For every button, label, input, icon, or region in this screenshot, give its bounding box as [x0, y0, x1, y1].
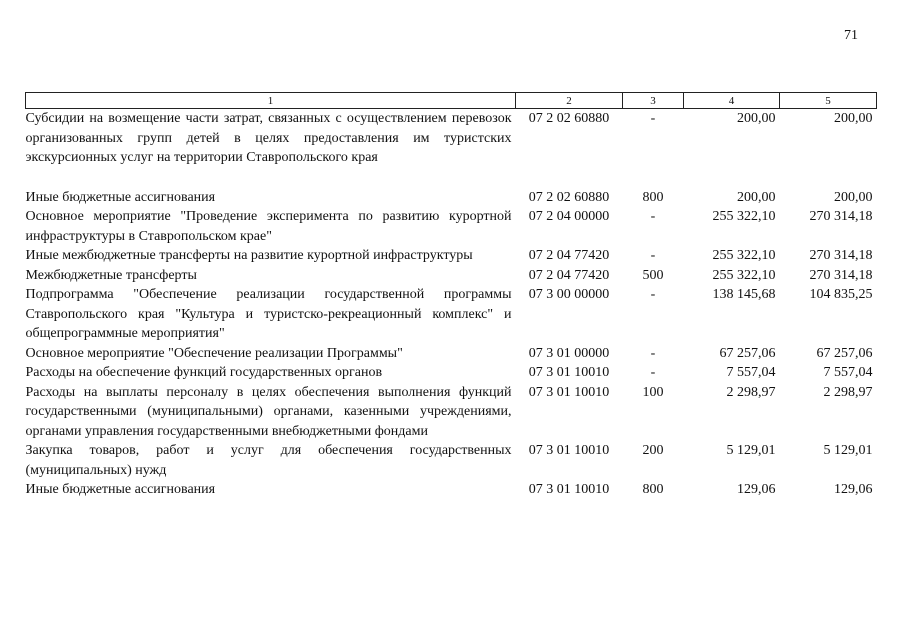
row-sum-1: 67 257,06 — [719, 345, 776, 361]
row-expense-type: 800 — [642, 482, 664, 497]
row-name: Основное мероприятие "Обеспечение реализации Программы" — [25, 345, 403, 361]
row-name: Иные межбюджетные трансферты на развитие курортной инфраструктуры — [25, 248, 473, 263]
row-sum-2: 270 314,18 — [809, 248, 873, 263]
row-sum-1: 255 322,10 — [712, 267, 776, 283]
row-expense-type: - — [650, 209, 656, 224]
row-code: 07 3 01 10010 — [528, 443, 610, 458]
page-number: 71 — [844, 28, 858, 43]
row-name: Расходы на выплаты персоналу в целях обеспечения выполнения функций государственными (муниципальными) органами, казенными учреждениями, органами управления государственными внебюджетными фондами — [25, 384, 512, 439]
row-code: 07 3 01 10010 — [528, 482, 610, 497]
row-sum-1: 255 322,10 — [712, 209, 776, 224]
row-sum-1: 200,00 — [737, 189, 776, 205]
row-sum-2: 2 298,97 — [823, 384, 873, 400]
table-row — [26, 344, 877, 364]
row-spacer — [26, 168, 877, 188]
table-row — [26, 480, 877, 500]
row-sum-2: 270 314,18 — [809, 267, 873, 283]
table-row — [26, 246, 877, 266]
table-row — [26, 441, 877, 480]
row-sum-2: 7 557,04 — [823, 365, 873, 380]
row-name: Субсидии на возмещение части затрат, связанных с осуществлением перевозок организованных групп детей в целях предоставления им туристских экскурсионных услуг на территории Ставропольского края — [25, 111, 512, 165]
row-expense-type: 800 — [642, 189, 664, 205]
row-code: 07 2 04 77420 — [528, 267, 610, 283]
row-name: Межбюджетные трансферты — [25, 267, 197, 283]
table-row — [26, 109, 877, 168]
column-header-3: 3 — [623, 93, 684, 109]
table-row — [26, 383, 877, 442]
table-row — [26, 285, 877, 344]
row-sum-2: 129,06 — [834, 482, 873, 497]
row-code: 07 3 00 00000 — [528, 287, 610, 302]
row-sum-2: 104 835,25 — [809, 287, 873, 302]
column-header-4: 4 — [684, 93, 780, 109]
row-sum-1: 200,00 — [737, 111, 776, 126]
column-header-2: 2 — [516, 93, 623, 109]
column-header-5: 5 — [780, 93, 877, 109]
row-name: Иные бюджетные ассигнования — [25, 482, 216, 497]
row-sum-2: 270 314,18 — [809, 209, 873, 224]
row-sum-1: 5 129,01 — [726, 443, 776, 458]
budget-table — [25, 92, 877, 500]
row-name: Основное мероприятие "Проведение эксперимента по развитию курортной инфраструктуры в Ставропольском крае" — [25, 209, 512, 244]
row-sum-2: 200,00 — [834, 189, 873, 205]
row-sum-1: 2 298,97 — [726, 384, 776, 400]
column-header-1: 1 — [26, 93, 516, 109]
row-expense-type: - — [650, 345, 656, 361]
row-expense-type: - — [650, 111, 656, 126]
row-name: Подпрограмма "Обеспечение реализации государственной программы Ставропольского края "Культура и туристско-рекреационный комплекс" и общепрограммные мероприятия" — [25, 287, 512, 341]
row-expense-type: - — [650, 287, 656, 302]
row-name: Расходы на обеспечение функций государственных органов — [25, 365, 383, 380]
row-sum-2: 200,00 — [834, 111, 873, 126]
table-header-row — [26, 93, 877, 109]
row-sum-2: 67 257,06 — [816, 345, 873, 361]
table-row — [26, 207, 877, 246]
row-code: 07 2 02 60880 — [528, 111, 610, 126]
row-expense-type: - — [650, 248, 656, 263]
row-expense-type: 500 — [642, 267, 664, 283]
row-code: 07 2 02 60880 — [528, 189, 610, 205]
row-sum-1: 129,06 — [737, 482, 776, 497]
table-row — [26, 266, 877, 286]
row-code: 07 2 04 77420 — [528, 248, 610, 263]
table-row — [26, 363, 877, 383]
row-sum-1: 138 145,68 — [712, 287, 776, 302]
row-name: Закупка товаров, работ и услуг для обеспечения государственных (муниципальных) нужд — [25, 443, 512, 478]
row-expense-type: 200 — [642, 443, 664, 458]
row-sum-1: 255 322,10 — [712, 248, 776, 263]
row-expense-type: 100 — [642, 384, 664, 400]
row-code: 07 3 01 00000 — [528, 345, 610, 361]
row-sum-1: 7 557,04 — [726, 365, 776, 380]
row-code: 07 3 01 10010 — [528, 365, 610, 380]
table-row — [26, 188, 877, 208]
row-code: 07 3 01 10010 — [528, 384, 610, 400]
row-sum-2: 5 129,01 — [823, 443, 873, 458]
row-code: 07 2 04 00000 — [528, 209, 610, 224]
row-name: Иные бюджетные ассигнования — [25, 189, 216, 205]
row-expense-type: - — [650, 365, 656, 380]
